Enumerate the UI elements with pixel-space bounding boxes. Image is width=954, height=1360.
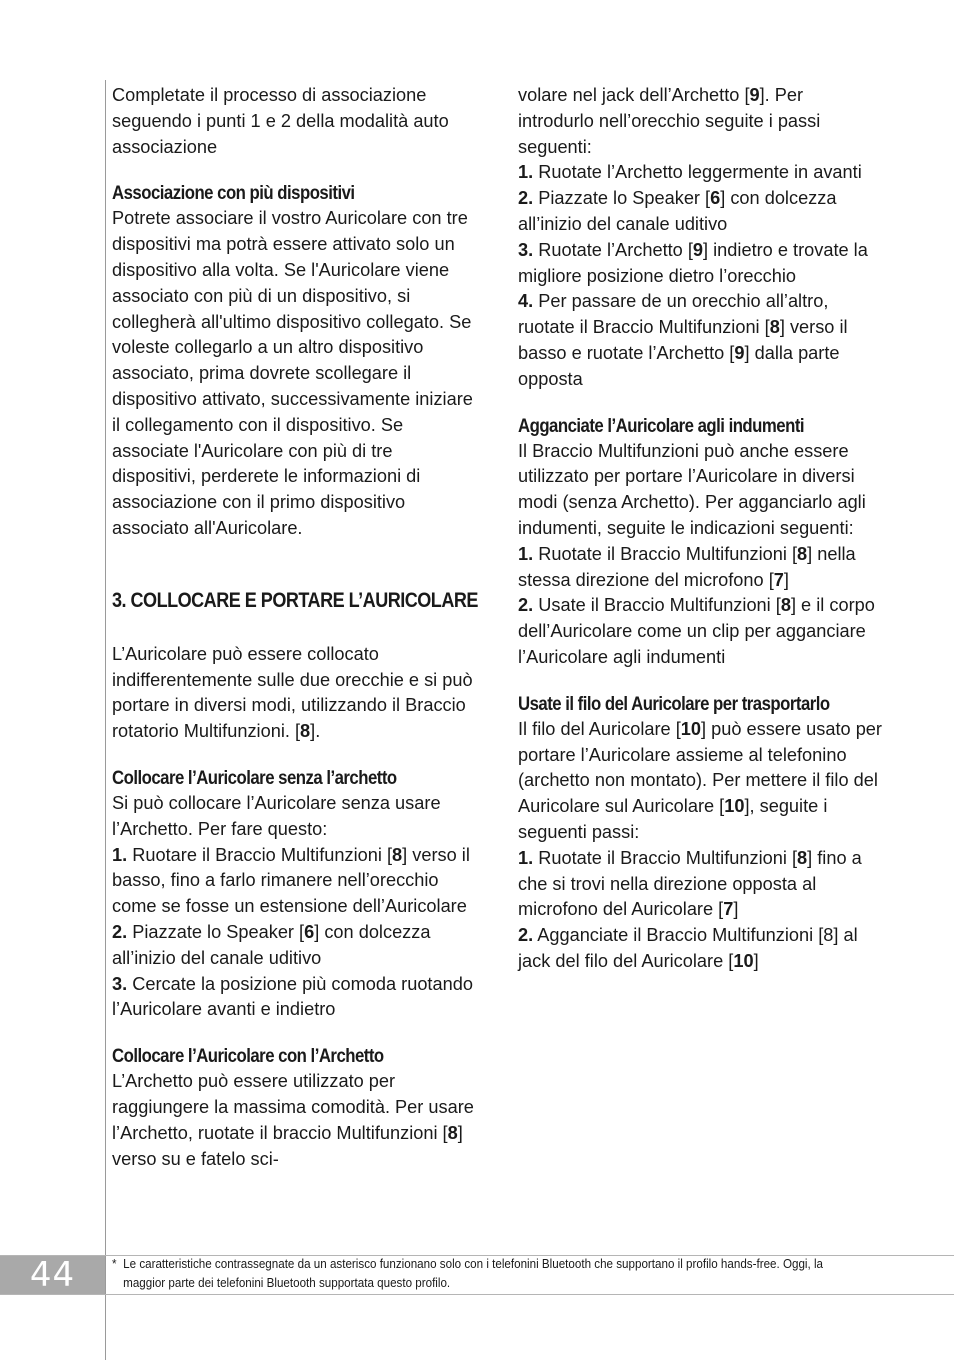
part-ref: 10 (724, 796, 745, 817)
footnote (112, 1255, 856, 1293)
without-earhook-intro: Si può collocare l’Auricolare senza usare l’Archetto. Per fare questo: (112, 792, 441, 839)
step-item: 2. Piazzate lo Speaker [6] con dolcezza all’inizio del canale uditivo (112, 921, 431, 968)
section-heading-with-earhook: Collocare l’Auricolare con l’Archetto (112, 1045, 384, 1068)
part-ref: 6 (304, 921, 315, 942)
left-column (112, 83, 477, 1172)
part-ref: 8 (392, 844, 403, 865)
step-number: 1. (518, 543, 534, 564)
part-ref: 8 (447, 1122, 458, 1143)
page-number: 44 (29, 1255, 76, 1295)
footer-rule-bottom (0, 1294, 954, 1295)
step-item: 1. Ruotate l’Archetto leggermente in avanti (518, 162, 862, 183)
part-ref: 8 (797, 543, 808, 564)
part-ref: 6 (710, 188, 721, 209)
step-number: 2. (518, 595, 534, 616)
section-heading-multi-device: Associazione con più dispositivi (112, 182, 355, 205)
page-number-box (0, 1256, 105, 1294)
step-number: 1. (518, 162, 534, 183)
intro-paragraph: Completate il processo di associazione seguendo i punti 1 e 2 della modalità auto associazione (112, 85, 449, 157)
step-item: 2. Piazzate lo Speaker [6] con dolcezza all’inizio del canale uditivo (518, 188, 837, 234)
part-ref: 10 (680, 718, 701, 739)
multi-device-paragraph: Potrete associare il vostro Auricolare con tre dispositivi ma potrà essere attivato solo un dispositivo alla volta. Se l'Auricolare viene associato con più di un dispositivo, si collegherà all'ultimo dispositivo collegato. Se voleste collegarlo a un altro dispositivo associato, prima dovrete scollegare il dispositivo attivato, successivamente iniziare il collegamento con il dispositivo. Se associate l'Auricolare con più di tre dispositivi, perderete le informazioni di associazione con il primo dispositivo associato all'Auricolare. (112, 208, 473, 538)
clothes-clip-intro: Il Braccio Multifunzioni può anche essere utilizzato per portare l’Auricolare in diversi modi (senza Archetto). Per agganciarlo agli indumenti, seguite le indicazioni seguenti: (518, 440, 866, 538)
step-item: 1. Ruotare il Braccio Multifunzioni [8] verso il basso, fino a farlo rimanere nell’orecchio come se fosse un estensione dell’Auricolare (112, 844, 470, 917)
step-item: 3. Ruotate l’Archetto [9] indietro e trovate la migliore posizione dietro l’orecchio (518, 239, 868, 286)
step-item: 1. Ruotate il Braccio Multifunzioni [8] fino a che si trovi nella direzione opposta al microfono del Auricolare [7] (518, 847, 862, 920)
step-item: 3. Cercate la posizione più comoda ruotando l’Auricolare avanti e indietro (112, 973, 473, 1020)
footnote-asterisk: * (112, 1257, 117, 1271)
part-ref: 8 (300, 721, 311, 742)
step-item: 2. Usate il Braccio Multifunzioni [8] e il corpo dell’Auricolare come un clip per agganciare l’Auricolare agli indumenti (518, 595, 875, 667)
step-number: 2. (112, 921, 128, 942)
step-number: 3. (518, 239, 534, 260)
step-item: 4. Per passare de un orecchio all’altro, ruotate il Braccio Multifunzioni [8] verso il basso e ruotate l’Archetto [9] dalla parte opposta (518, 291, 848, 389)
cord-intro: Il filo del Auricolare [10] può essere usato per portare l’Auricolare assieme al telefonino (archetto non montato). Per mettere il filo del Auricolare sul Auricolare [10], seguite i seguenti passi: (518, 718, 882, 842)
step-number: 1. (112, 844, 128, 865)
step-number: 4. (518, 291, 534, 312)
step-number: 3. (112, 973, 128, 994)
right-column (518, 83, 883, 975)
part-ref: 9 (692, 239, 704, 260)
section-heading-without-earhook: Collocare l’Auricolare senza l’archetto (112, 766, 397, 789)
part-ref: 7 (723, 899, 734, 920)
chapter-intro-paragraph: L’Auricolare può essere collocato indifferentemente sulle due orecchie e si può portare in diversi modi, utilizzando il Braccio rotatorio Multifunzioni. [8]. (112, 643, 473, 742)
chapter-heading: 3. COLLOCARE E PORTARE L’AURICOLARE (112, 588, 478, 612)
footnote-text: Le caratteristiche contrassegnate da un asterisco funzionano solo con i telefonini Bluetooth che supportano il profilo hands-free. Oggi, la maggior parte dei telefonini Bluetooth supportata questo profilo. (123, 1257, 824, 1290)
section-heading-clothes-clip: Agganciate l’Auricolare agli indumenti (518, 414, 805, 437)
part-ref: 8 (769, 317, 780, 338)
step-item: 1. Ruotate il Braccio Multifunzioni [8] nella stessa direzione del microfono [7] (518, 543, 856, 590)
part-ref: 9 (749, 85, 760, 105)
part-ref: 7 (773, 569, 784, 590)
part-ref: 8 (797, 847, 808, 868)
margin-rule (105, 80, 106, 1360)
section-heading-cord: Usate il filo del Auricolare per trasportarlo (518, 692, 830, 715)
part-ref: 9 (734, 342, 745, 363)
continued-paragraph: volare nel jack dell’Archetto [9]. Per introdurlo nell’orecchio seguite i passi seguenti: (518, 85, 821, 157)
step-item: 2. Agganciate il Braccio Multifunzioni [8] al jack del filo del Auricolare [10] (518, 925, 858, 971)
part-ref: 8 (780, 595, 791, 616)
step-number: 1. (518, 847, 534, 868)
step-number: 2. (518, 925, 534, 946)
step-number: 2. (518, 188, 534, 209)
part-ref: 10 (733, 950, 754, 971)
with-earhook-paragraph: L’Archetto può essere utilizzato per raggiungere la massima comodità. Per usare l’Archetto, ruotate il braccio Multifunzioni [8] verso su e fatelo sci- (112, 1071, 474, 1169)
